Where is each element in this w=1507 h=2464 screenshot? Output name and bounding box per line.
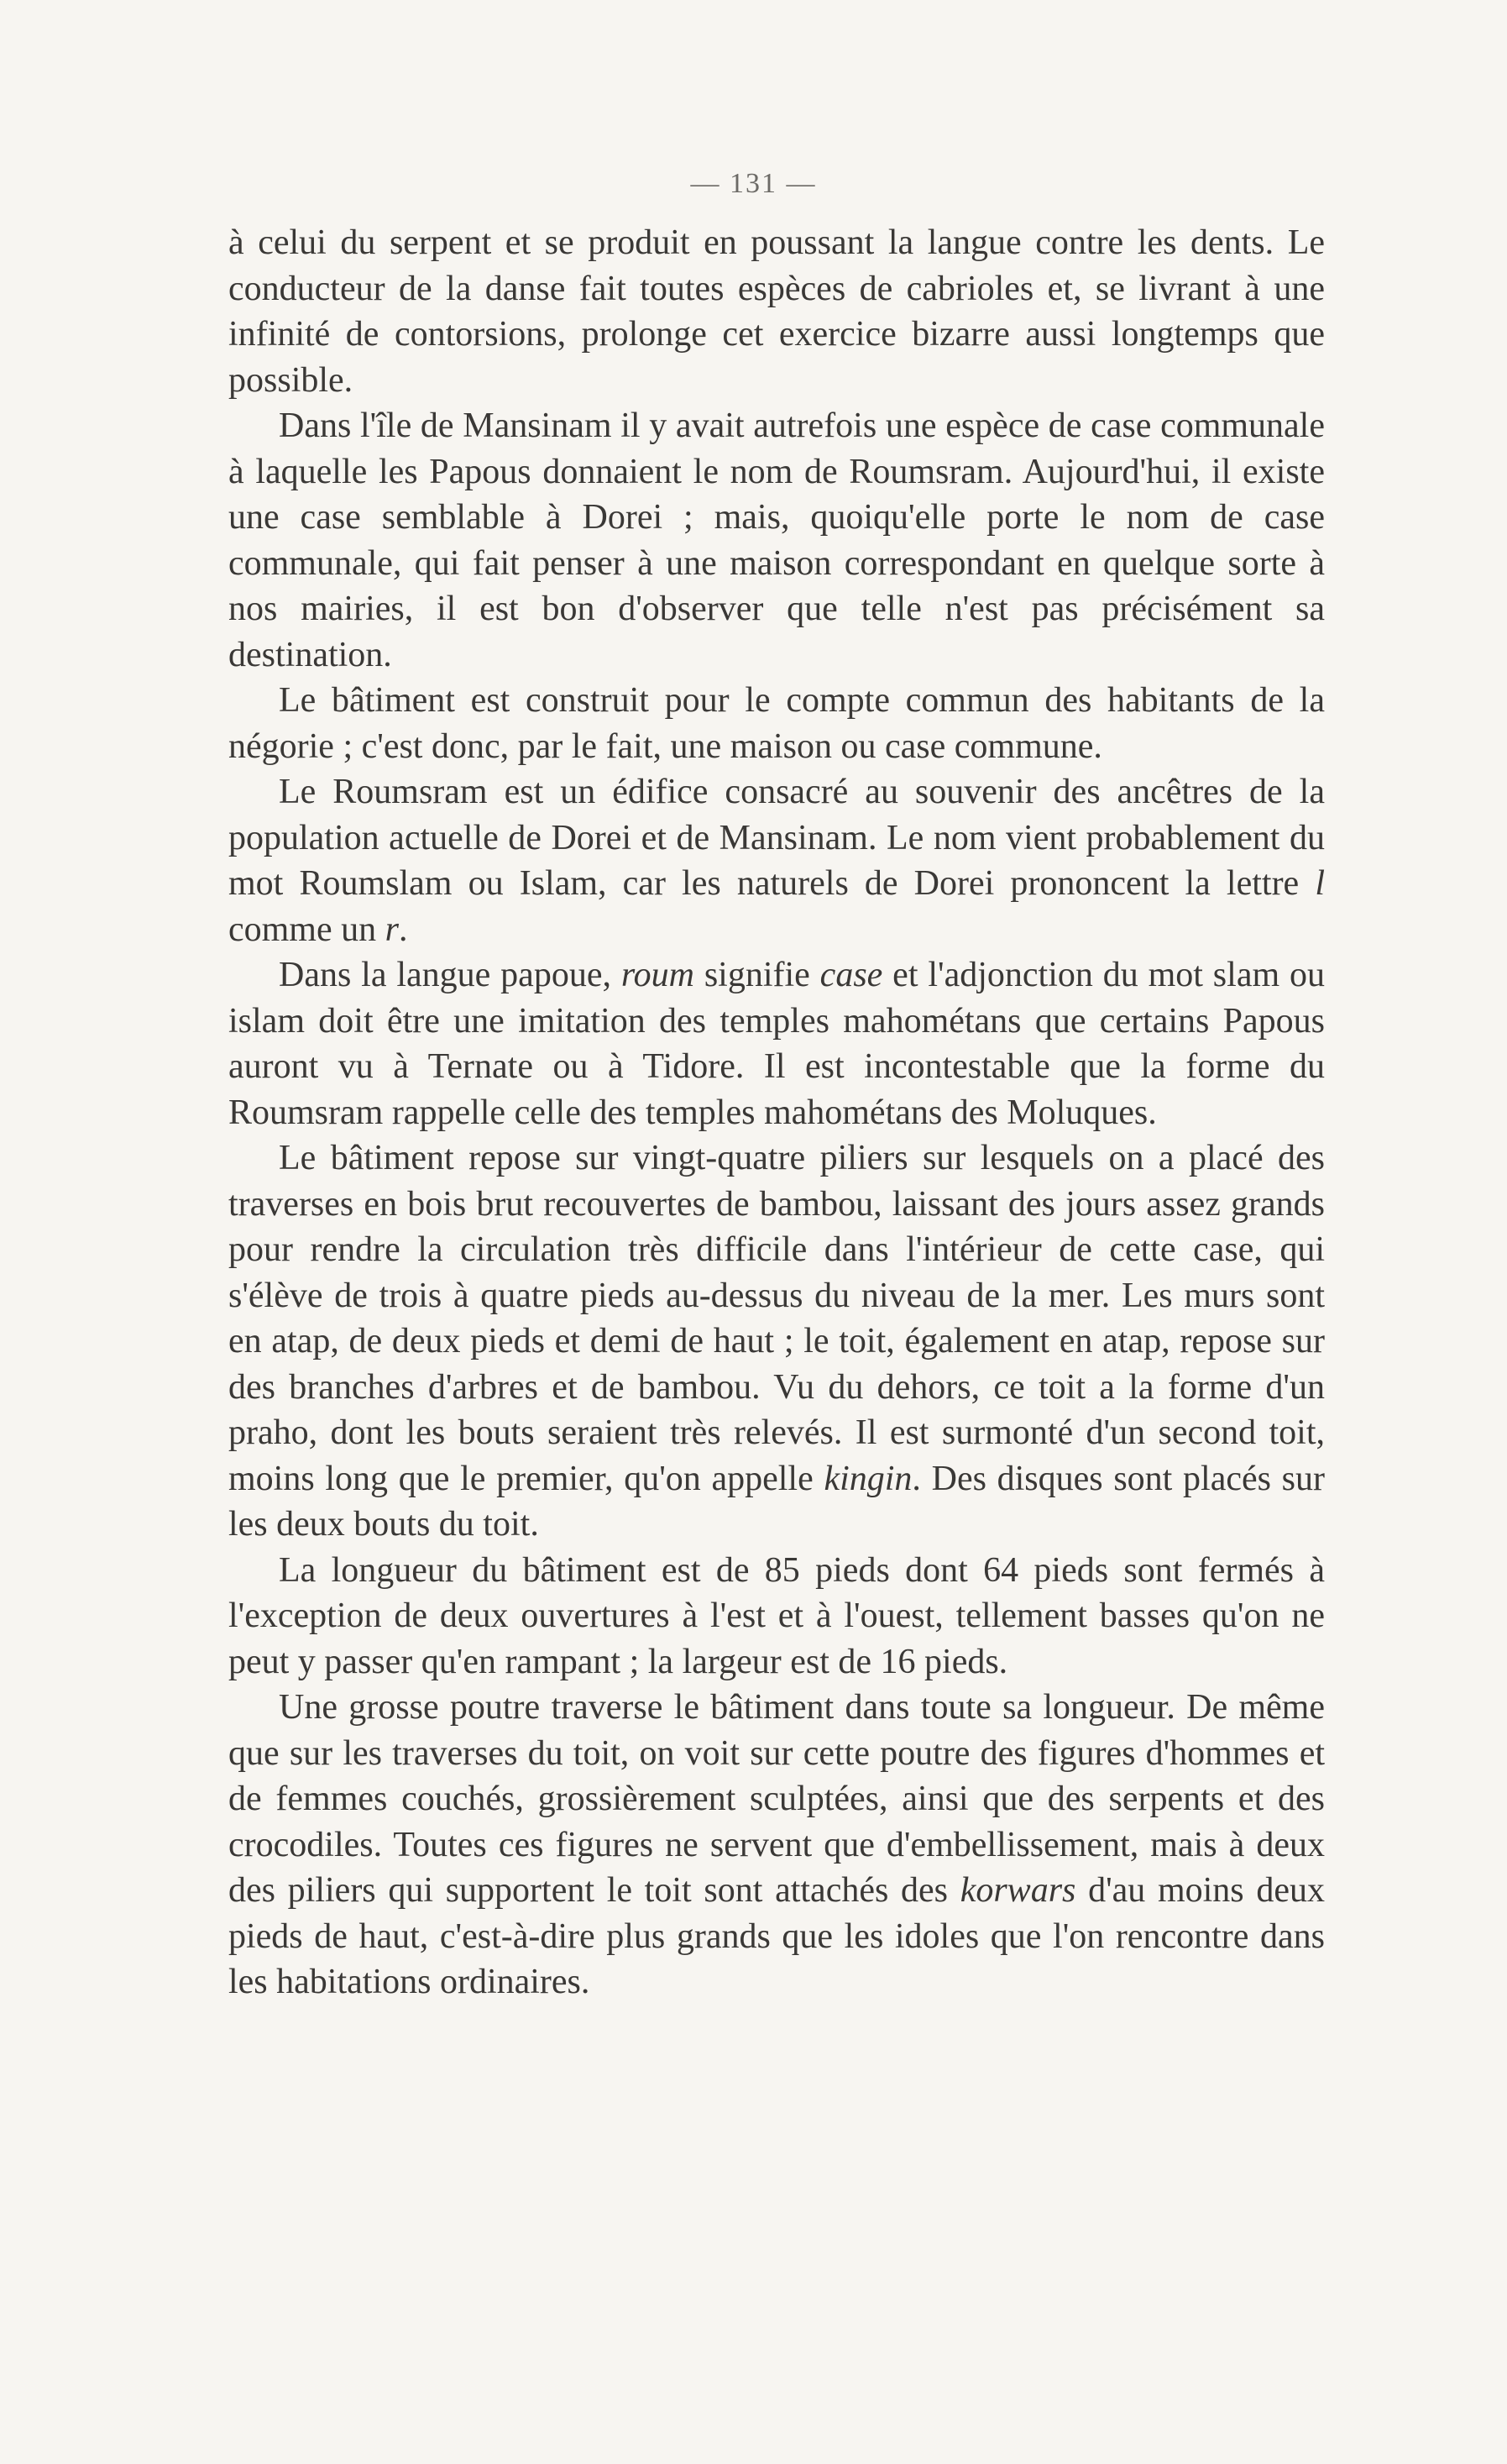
text-run: Dans la langue papoue,	[279, 956, 621, 994]
text-run: signifie	[693, 956, 820, 994]
text-run: comme un	[228, 910, 385, 949]
text-run: d'au moins deux pieds de haut, c'est-à-dire plus grands que les idoles que l'on rencontre dans les habitations ordinaires.	[228, 1871, 1325, 2001]
paragraph	[228, 769, 1325, 952]
italic-term: korwars	[960, 1871, 1076, 1910]
text-run: . Des disques sont placés sur les deux bouts du toit.	[228, 1459, 1326, 1544]
body-text	[228, 220, 1325, 2005]
text-run: à celui du serpent et se produit en poussant la langue contre les dents. Le conducteur de la danse fait toutes espèces de cabrioles et, se livrant à une infinité de contorsions, prolonge cet exercice bizarre aussi longtemps que possible.	[228, 223, 1325, 400]
italic-term: r	[385, 910, 399, 949]
italic-term: case	[819, 956, 883, 994]
text-run: La longueur du bâtiment est de 85 pieds dont 64 pieds sont fermés à l'exception de deux ouvertures à l'est et à l'ouest, tellement basses qu'on ne peut y passer qu'en rampant ; la largeur est de 16 pieds.	[228, 1550, 1325, 1681]
page-number: — 131 —	[690, 168, 817, 199]
italic-term: l	[1315, 864, 1325, 903]
text-run: et l'adjonction du mot slam ou islam doit être une imitation des temples mahométans que certains Papous auront vu à Ternate ou à Tidore. Il est incontestable que la forme du Roumsram rappelle celle des temples mahométans des Moluques.	[228, 956, 1325, 1132]
paragraph	[228, 1548, 1325, 1685]
paragraph	[228, 678, 1325, 769]
text-run: Une grosse poutre traverse le bâtiment dans toute sa longueur. De même que sur les traverses du toit, on voit sur cette poutre des figures d'hommes et de femmes couchés, grossièrement sculptées, ainsi que des serpents et des crocodiles. Toutes ces figures ne servent que d'embellissement, mais à deux des piliers qui supportent le toit sont attachés des	[228, 1688, 1325, 1910]
text-run: Le bâtiment est construit pour le compte commun des habitants de la négorie ; c'est donc, par le fait, une maison ou case commune.	[228, 681, 1325, 766]
text-run: .	[398, 910, 408, 949]
paragraph	[228, 220, 1325, 403]
text-run: Le bâtiment repose sur vingt-quatre piliers sur lesquels on a placé des traverses en bois brut recouvertes de bambou, laissant des jours assez grands pour rendre la circulation très difficile dans l'intérieur de cette case, qui s'élève de trois à quatre pieds au-dessus du niveau de la mer. Les murs sont en atap, de deux pieds et demi de haut ; le toit, également en atap, repose sur des branches d'arbres et de bambou. Vu du dehors, ce toit a la forme d'un praho, dont les bouts seraient très relevés. Il est surmonté d'un second toit, moins long que le premier, qu'on appelle	[228, 1139, 1325, 1498]
italic-term: kingin	[824, 1459, 913, 1498]
paragraph	[228, 403, 1325, 678]
italic-term: roum	[620, 956, 694, 994]
paragraph	[228, 1685, 1325, 2005]
text-run: Le Roumsram est un édifice consacré au souvenir des ancêtres de la population actuelle de Dorei et de Mansinam. Le nom vient probablement du mot Roumslam ou Islam, car les naturels de Dorei prononcent la lettre	[228, 773, 1325, 903]
text-run: Dans l'île de Mansinam il y avait autrefois une espèce de case communale à laquelle les Papous donnaient le nom de Roumsram. Aujourd'hui, il existe une case semblable à Dorei ; mais, quoiqu'elle porte le nom de case communale, qui fait penser à une maison correspondant en quelque sorte à nos mairies, il est bon d'observer que telle n'est pas précisément sa destination.	[228, 406, 1325, 674]
paragraph	[228, 952, 1325, 1135]
paragraph	[228, 1135, 1325, 1548]
